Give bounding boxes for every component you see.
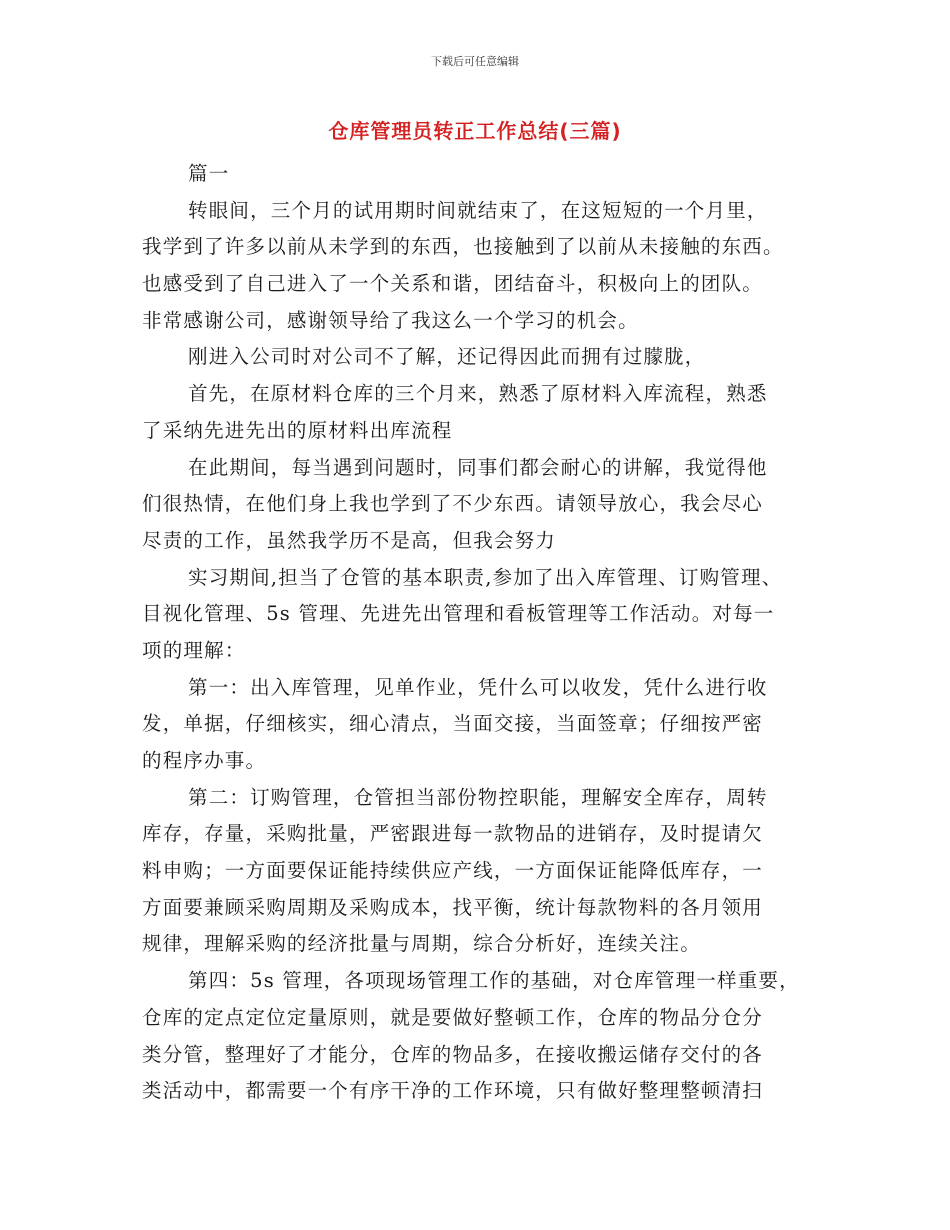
text-line: 尽责的工作，虽然我学历不是高，但我会努力 xyxy=(142,528,557,552)
document-title: 仓库管理员转正工作总结(三篇) xyxy=(328,119,622,143)
text-line: 类分管，整理好了才能分，仓库的物品多，在接收搬运储存交付的各 xyxy=(142,1042,764,1066)
text-line: 项的理解： xyxy=(142,638,246,662)
text-line: 发，单据，仔细核实，细心清点，当面交接，当面签章；仔细按严密 xyxy=(142,712,764,736)
text-line: 目视化管理、5s 管理、先进先出管理和看板管理等工作活动。对每一 xyxy=(142,602,775,626)
text-line: 第四：5s 管理，各项现场管理工作的基础，对仓库管理一样重要， xyxy=(188,969,800,993)
text-line: 我学到了许多以前从未学到的东西，也接触到了以前从未接触的东西。 xyxy=(142,235,784,259)
text-line: 第一：出入库管理，见单作业，凭什么可以收发，凭什么进行收 xyxy=(188,675,768,699)
text-line: 在此期间，每当遇到问题时，同事们都会耐心的讲解，我觉得他 xyxy=(188,455,768,479)
text-line: 库存，存量，采购批量，严密跟进每一款物品的进销存，及时提请欠 xyxy=(142,822,764,846)
text-line: 篇一 xyxy=(188,162,230,185)
text-line: 仓库的定点定位定量原则，就是要做好整顿工作，仓库的物品分仓分 xyxy=(142,1005,764,1029)
text-line: 们很热情，在他们身上我也学到了不少东西。请领导放心，我会尽心 xyxy=(142,492,764,516)
text-line: 规律，理解采购的经济批量与周期，综合分析好，连续关注。 xyxy=(142,932,701,956)
text-line: 方面要兼顾采购周期及采购成本，找平衡，统计每款物料的各月领用 xyxy=(142,895,764,919)
text-line: 也感受到了自己进入了一个关系和谐，团结奋斗，积极向上的团队。 xyxy=(142,272,764,296)
text-line: 刚进入公司时对公司不了解，还记得因此而拥有过朦胧， xyxy=(188,345,706,369)
text-line: 类活动中，都需要一个有序干净的工作环境，只有做好整理整顿清扫 xyxy=(142,1079,764,1103)
document-body xyxy=(142,156,812,1110)
text-line: 的程序办事。 xyxy=(142,749,267,772)
text-line: 转眼间，三个月的试用期时间就结束了，在这短短的一个月里， xyxy=(188,198,768,222)
text-line: 了采纳先进先出的原材料出库流程 xyxy=(142,418,453,442)
text-line: 料申购；一方面要保证能持续供应产线，一方面保证能降低库存，一 xyxy=(142,859,764,883)
header-note: 下载后可任意编辑 xyxy=(431,55,519,68)
text-line: 非常感谢公司，感谢领导给了我这么一个学习的机会。 xyxy=(142,308,639,332)
text-line: 首先，在原材料仓库的三个月来，熟悉了原材料入库流程，熟悉 xyxy=(188,382,768,406)
text-line: 第二：订购管理，仓管担当部份物控职能，理解安全库存，周转 xyxy=(188,785,768,809)
text-line: 实习期间,担当了仓管的基本职责,参加了出入库管理、订购管理、 xyxy=(188,565,783,589)
